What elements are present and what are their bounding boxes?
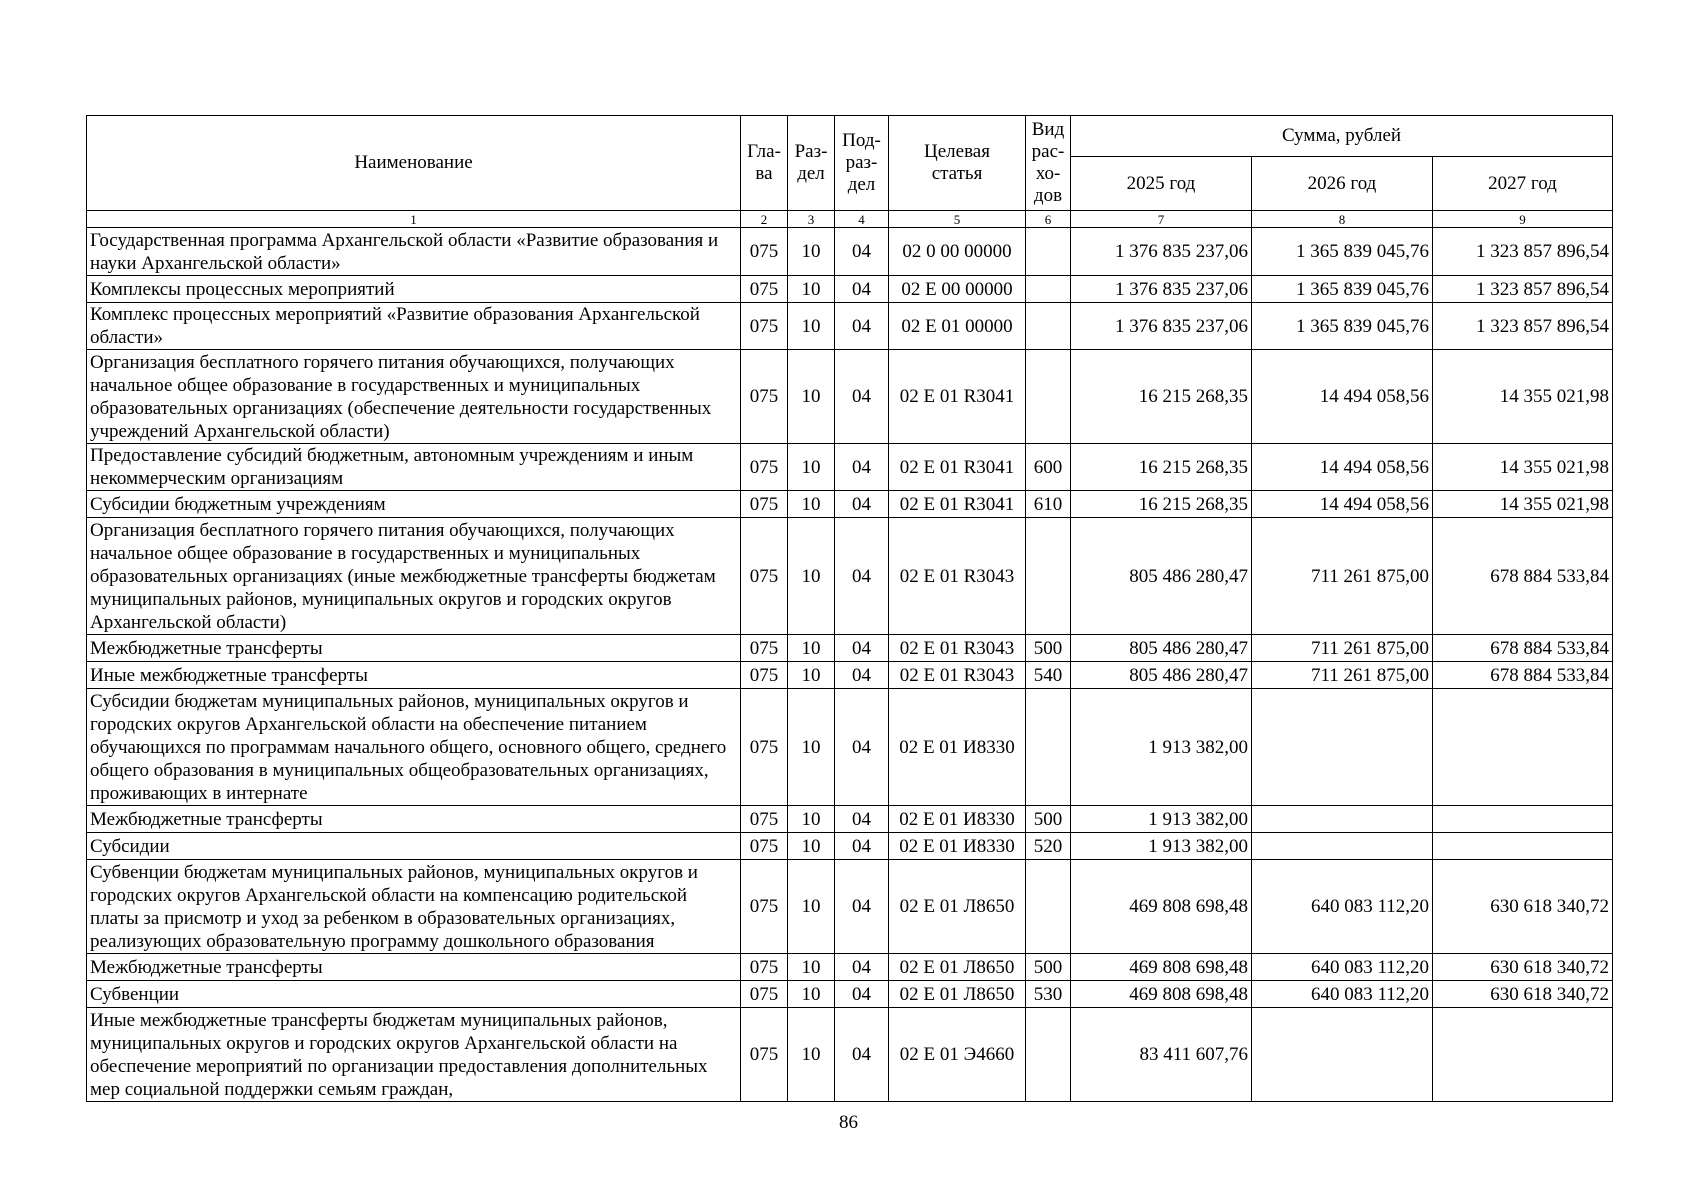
table-row [87,954,1613,981]
row-expense-type-cell: 520 [1026,833,1071,860]
row-amount-2027-cell: 14 355 021,98 [1433,491,1613,518]
row-amount-2025-cell: 83 411 607,76 [1071,1008,1252,1102]
row-section-cell: 10 [788,860,835,954]
row-name-cell: Субвенции [87,981,741,1008]
row-amount-2025-cell: 469 808 698,48 [1071,860,1252,954]
page-number: 86 [839,1112,858,1133]
row-section-cell: 10 [788,444,835,491]
row-amount-2027-cell: 1 323 857 896,54 [1433,276,1613,303]
row-amount-2025-cell: 469 808 698,48 [1071,981,1252,1008]
row-amount-2027-cell: 630 618 340,72 [1433,860,1613,954]
col-header-target-article: Целевая статья [889,116,1026,211]
row-amount-2025-cell: 805 486 280,47 [1071,662,1252,689]
row-amount-2026-cell: 711 261 875,00 [1252,662,1433,689]
row-amount-2026-cell: 1 365 839 045,76 [1252,303,1433,350]
row-section-cell: 10 [788,518,835,635]
row-chapter-cell: 075 [741,444,788,491]
table-row [87,518,1613,635]
row-target-article-cell: 02 Е 01 R3041 [889,491,1026,518]
row-section-cell: 10 [788,806,835,833]
row-amount-2026-cell [1252,806,1433,833]
row-target-article-cell: 02 Е 01 Л8650 [889,954,1026,981]
row-chapter-cell: 075 [741,491,788,518]
row-name-cell: Субсидии бюджетным учреждениям [87,491,741,518]
row-amount-2027-cell: 1 323 857 896,54 [1433,303,1613,350]
row-section-cell: 10 [788,303,835,350]
row-amount-2026-cell [1252,833,1433,860]
row-amount-2025-cell: 805 486 280,47 [1071,518,1252,635]
row-chapter-cell: 075 [741,981,788,1008]
row-name-cell: Межбюджетные трансферты [87,806,741,833]
col-header-2026: 2026 год [1252,157,1433,211]
row-amount-2026-cell: 14 494 058,56 [1252,491,1433,518]
col-header-sum: Сумма, рублей [1071,116,1613,157]
row-target-article-cell: 02 Е 01 R3041 [889,350,1026,444]
table-row [87,1008,1613,1102]
row-name-cell: Межбюджетные трансферты [87,635,741,662]
row-amount-2025-cell: 1 913 382,00 [1071,833,1252,860]
row-section-cell: 10 [788,491,835,518]
row-section-cell: 10 [788,635,835,662]
row-expense-type-cell [1026,1008,1071,1102]
col-header-subsection: Под- раз- дел [835,116,889,211]
row-amount-2027-cell: 678 884 533,84 [1433,635,1613,662]
row-subsection-cell: 04 [835,860,889,954]
row-amount-2025-cell: 16 215 268,35 [1071,350,1252,444]
row-subsection-cell: 04 [835,635,889,662]
column-number: 2 [741,211,788,228]
row-subsection-cell: 04 [835,833,889,860]
row-amount-2026-cell: 640 083 112,20 [1252,981,1433,1008]
column-number: 9 [1433,211,1613,228]
row-target-article-cell: 02 Е 01 Л8650 [889,981,1026,1008]
row-chapter-cell: 075 [741,806,788,833]
row-target-article-cell: 02 Е 01 00000 [889,303,1026,350]
row-target-article-cell: 02 Е 00 00000 [889,276,1026,303]
row-chapter-cell: 075 [741,689,788,806]
row-name-cell: Организация бесплатного горячего питания обучающихся, получающих начальное общее образование в государственных и муниципальных образовательных организациях (иные межбюджетные трансферты бюджетам муниципальных районов, муниципальных округов и городских округов Архангельской области) [87,518,741,635]
row-amount-2025-cell: 1 376 835 237,06 [1071,228,1252,276]
row-subsection-cell: 04 [835,276,889,303]
table-row [87,981,1613,1008]
row-name-cell: Предоставление субсидий бюджетным, автономным учреждениям и иным некоммерческим организациям [87,444,741,491]
row-chapter-cell: 075 [741,518,788,635]
row-target-article-cell: 02 Е 01 R3043 [889,518,1026,635]
row-section-cell: 10 [788,350,835,444]
row-section-cell: 10 [788,1008,835,1102]
row-section-cell: 10 [788,276,835,303]
row-expense-type-cell: 500 [1026,954,1071,981]
row-target-article-cell: 02 Е 01 R3043 [889,635,1026,662]
row-expense-type-cell [1026,860,1071,954]
row-amount-2027-cell: 14 355 021,98 [1433,444,1613,491]
row-subsection-cell: 04 [835,303,889,350]
col-header-expense-type: Вид рас- хо- дов [1026,116,1071,211]
row-amount-2027-cell: 14 355 021,98 [1433,350,1613,444]
row-amount-2027-cell [1433,1008,1613,1102]
table-row [87,303,1613,350]
row-subsection-cell: 04 [835,518,889,635]
row-subsection-cell: 04 [835,228,889,276]
col-header-chapter: Гла- ва [741,116,788,211]
row-section-cell: 10 [788,833,835,860]
row-amount-2025-cell: 1 376 835 237,06 [1071,276,1252,303]
col-header-2025: 2025 год [1071,157,1252,211]
row-name-cell: Государственная программа Архангельской области «Развитие образования и науки Архангельской области» [87,228,741,276]
row-amount-2026-cell: 711 261 875,00 [1252,518,1433,635]
row-chapter-cell: 075 [741,860,788,954]
budget-table [86,115,1613,1102]
row-amount-2026-cell: 640 083 112,20 [1252,954,1433,981]
column-number: 7 [1071,211,1252,228]
row-amount-2025-cell: 1 913 382,00 [1071,806,1252,833]
row-amount-2025-cell: 16 215 268,35 [1071,444,1252,491]
row-expense-type-cell: 530 [1026,981,1071,1008]
row-amount-2027-cell: 630 618 340,72 [1433,954,1613,981]
row-section-cell: 10 [788,981,835,1008]
row-amount-2026-cell: 1 365 839 045,76 [1252,276,1433,303]
row-amount-2027-cell [1433,806,1613,833]
row-chapter-cell: 075 [741,635,788,662]
row-name-cell: Комплекс процессных мероприятий «Развитие образования Архангельской области» [87,303,741,350]
column-number: 5 [889,211,1026,228]
row-expense-type-cell [1026,689,1071,806]
row-subsection-cell: 04 [835,954,889,981]
row-expense-type-cell [1026,518,1071,635]
row-amount-2025-cell: 805 486 280,47 [1071,635,1252,662]
table-row [87,491,1613,518]
row-target-article-cell: 02 Е 01 И8330 [889,806,1026,833]
row-name-cell: Субвенции бюджетам муниципальных районов, муниципальных округов и городских округов Архангельской области на компенсацию родительской платы за присмотр и уход за ребенком в образовательных организациях, реализующих образовательную программу дошкольного образования [87,860,741,954]
row-target-article-cell: 02 Е 01 R3041 [889,444,1026,491]
row-amount-2026-cell: 14 494 058,56 [1252,444,1433,491]
row-expense-type-cell [1026,276,1071,303]
row-expense-type-cell: 610 [1026,491,1071,518]
row-target-article-cell: 02 0 00 00000 [889,228,1026,276]
row-expense-type-cell [1026,228,1071,276]
row-amount-2027-cell: 678 884 533,84 [1433,662,1613,689]
row-subsection-cell: 04 [835,662,889,689]
row-target-article-cell: 02 Е 01 R3043 [889,662,1026,689]
row-subsection-cell: 04 [835,981,889,1008]
row-expense-type-cell: 600 [1026,444,1071,491]
row-name-cell: Комплексы процессных мероприятий [87,276,741,303]
col-header-name: Наименование [87,116,741,211]
column-number-row [87,211,1613,228]
row-target-article-cell: 02 Е 01 И8330 [889,833,1026,860]
col-header-2027: 2027 год [1433,157,1613,211]
row-expense-type-cell: 500 [1026,806,1071,833]
row-subsection-cell: 04 [835,491,889,518]
row-chapter-cell: 075 [741,1008,788,1102]
column-number: 3 [788,211,835,228]
row-target-article-cell: 02 Е 01 Э4660 [889,1008,1026,1102]
row-amount-2026-cell [1252,1008,1433,1102]
row-name-cell: Иные межбюджетные трансферты бюджетам муниципальных районов, муниципальных округов и городских округов Архангельской области на обеспечение мероприятий по организации предоставления дополнительных мер социальной поддержки семьям граждан, [87,1008,741,1102]
table-row [87,662,1613,689]
row-amount-2026-cell: 640 083 112,20 [1252,860,1433,954]
row-amount-2026-cell: 711 261 875,00 [1252,635,1433,662]
row-section-cell: 10 [788,228,835,276]
row-subsection-cell: 04 [835,350,889,444]
row-expense-type-cell: 540 [1026,662,1071,689]
row-name-cell: Субсидии [87,833,741,860]
row-name-cell: Субсидии бюджетам муниципальных районов, муниципальных округов и городских округов Архангельской области на обеспечение питанием обучающихся по программам начального общего, основного общего, среднего общего образования в муниципальных общеобразовательных организациях, проживающих в интернате [87,689,741,806]
row-chapter-cell: 075 [741,276,788,303]
row-subsection-cell: 04 [835,1008,889,1102]
row-amount-2027-cell: 678 884 533,84 [1433,518,1613,635]
row-chapter-cell: 075 [741,662,788,689]
row-amount-2025-cell: 1 376 835 237,06 [1071,303,1252,350]
table-row [87,635,1613,662]
row-amount-2025-cell: 469 808 698,48 [1071,954,1252,981]
table-row [87,806,1613,833]
row-target-article-cell: 02 Е 01 И8330 [889,689,1026,806]
row-amount-2026-cell [1252,689,1433,806]
row-amount-2027-cell: 630 618 340,72 [1433,981,1613,1008]
row-amount-2027-cell: 1 323 857 896,54 [1433,228,1613,276]
row-amount-2026-cell: 1 365 839 045,76 [1252,228,1433,276]
row-section-cell: 10 [788,954,835,981]
row-section-cell: 10 [788,689,835,806]
row-name-cell: Организация бесплатного горячего питания обучающихся, получающих начальное общее образование в государственных и муниципальных образовательных организациях (обеспечение деятельности государственных учреждений Архангельской области) [87,350,741,444]
column-number: 6 [1026,211,1071,228]
table-row [87,689,1613,806]
row-name-cell: Иные межбюджетные трансферты [87,662,741,689]
column-number: 8 [1252,211,1433,228]
row-amount-2025-cell: 1 913 382,00 [1071,689,1252,806]
table-body [87,228,1613,1102]
row-expense-type-cell [1026,303,1071,350]
table-row [87,444,1613,491]
row-chapter-cell: 075 [741,228,788,276]
row-section-cell: 10 [788,662,835,689]
row-subsection-cell: 04 [835,444,889,491]
row-expense-type-cell: 500 [1026,635,1071,662]
column-number: 1 [87,211,741,228]
row-chapter-cell: 075 [741,350,788,444]
row-expense-type-cell [1026,350,1071,444]
row-chapter-cell: 075 [741,954,788,981]
row-target-article-cell: 02 Е 01 Л8650 [889,860,1026,954]
row-name-cell: Межбюджетные трансферты [87,954,741,981]
table-row [87,833,1613,860]
col-header-section: Раз- дел [788,116,835,211]
table-row [87,350,1613,444]
row-subsection-cell: 04 [835,689,889,806]
row-amount-2027-cell [1433,689,1613,806]
column-number: 4 [835,211,889,228]
row-amount-2026-cell: 14 494 058,56 [1252,350,1433,444]
row-amount-2027-cell [1433,833,1613,860]
row-chapter-cell: 075 [741,303,788,350]
row-subsection-cell: 04 [835,806,889,833]
row-amount-2025-cell: 16 215 268,35 [1071,491,1252,518]
table-row [87,228,1613,276]
row-chapter-cell: 075 [741,833,788,860]
table-row [87,860,1613,954]
table-row [87,276,1613,303]
